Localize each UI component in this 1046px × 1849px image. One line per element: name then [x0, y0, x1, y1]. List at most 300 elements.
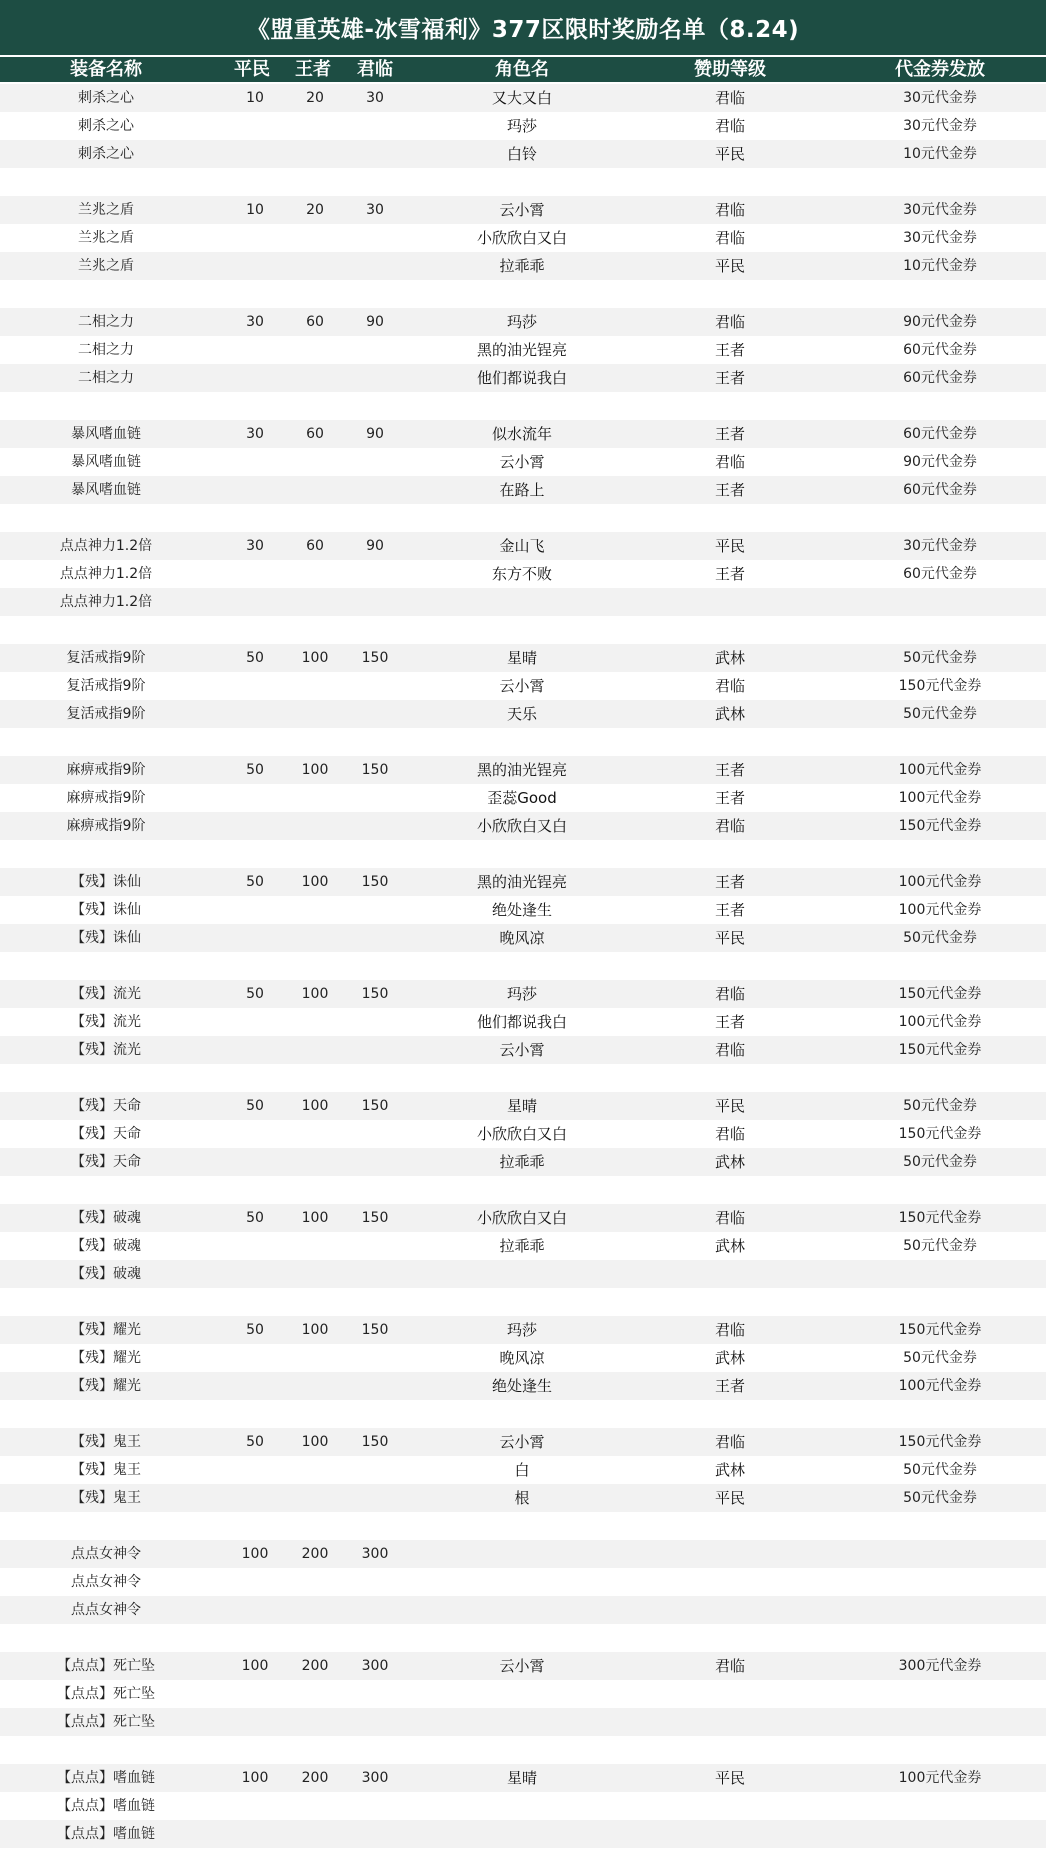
- sponsor-level-cell: [675, 1568, 785, 1596]
- king-price-cell: 200: [301, 1770, 329, 1786]
- king-price-cell: 100: [301, 986, 329, 1002]
- sovereign-price-cell: 300: [361, 1546, 389, 1562]
- header-voucher: 代金券发放: [895, 59, 985, 80]
- commoner-price-cell: [225, 1008, 285, 1036]
- sovereign-price-cell: [345, 1820, 405, 1848]
- king-price-cell: [285, 224, 345, 252]
- role-name-cell: 白铃: [506, 145, 537, 163]
- equip-cell: 【残】天命: [71, 1098, 141, 1114]
- equip-cell: 暴风嗜血链: [71, 426, 141, 442]
- role-name-cell: 小欣欣白又白: [476, 229, 567, 247]
- voucher-cell: 50元代金券: [903, 1154, 977, 1170]
- sovereign-price-cell: 90: [366, 314, 384, 330]
- sponsor-level-cell: [675, 1680, 785, 1708]
- table-row: [0, 252, 1046, 280]
- commoner-price-cell: 50: [246, 650, 264, 666]
- equip-cell: 点点神力1.2倍: [59, 594, 153, 610]
- equip-cell: 刺杀之心: [78, 90, 134, 106]
- sovereign-price-cell: 150: [361, 1322, 389, 1338]
- equip-cell: 【残】天命: [71, 1154, 141, 1170]
- equip-cell: 【残】诛仙: [71, 902, 141, 918]
- sponsor-level-cell: [675, 1596, 785, 1624]
- role-name-cell: 云小霄: [499, 1041, 545, 1059]
- king-price-cell: 200: [301, 1658, 329, 1674]
- role-name-cell: 玛莎: [506, 117, 537, 135]
- role-name-cell: 天乐: [506, 705, 537, 723]
- sponsor-level-cell: 王者: [714, 565, 745, 583]
- king-price-cell: [285, 112, 345, 140]
- header-equip: 装备名称: [70, 59, 142, 80]
- voucher-cell: [870, 1680, 1010, 1708]
- table-row: [0, 1232, 1046, 1260]
- sponsor-level-cell: 平民: [714, 1769, 745, 1787]
- king-price-cell: 100: [301, 762, 329, 778]
- commoner-price-cell: [225, 1596, 285, 1624]
- sponsor-level-cell: 武林: [714, 649, 745, 667]
- voucher-cell: [870, 1540, 1010, 1568]
- sovereign-price-cell: 150: [361, 762, 389, 778]
- sovereign-price-cell: [345, 224, 405, 252]
- equip-cell: 麻痹戒指9阶: [66, 818, 146, 834]
- sponsor-level-cell: 王者: [714, 1013, 745, 1031]
- commoner-price-cell: 50: [246, 874, 264, 890]
- sovereign-price-cell: [345, 700, 405, 728]
- sponsor-level-cell: 武林: [714, 1237, 745, 1255]
- equip-cell: 【残】诛仙: [71, 930, 141, 946]
- header-sovereign: 君临: [357, 59, 393, 80]
- voucher-cell: 100元代金券: [898, 902, 982, 918]
- king-price-cell: [285, 588, 345, 616]
- sovereign-price-cell: [345, 1344, 405, 1372]
- sponsor-level-cell: [675, 1820, 785, 1848]
- king-price-cell: 60: [306, 426, 324, 442]
- commoner-price-cell: 10: [246, 202, 264, 218]
- voucher-cell: 50元代金券: [903, 1490, 977, 1506]
- table-row: [0, 1204, 1046, 1232]
- header-king: 王者: [295, 59, 331, 80]
- commoner-price-cell: [225, 812, 285, 840]
- sovereign-price-cell: [345, 1792, 405, 1820]
- king-price-cell: [285, 1232, 345, 1260]
- voucher-cell: 50元代金券: [903, 1238, 977, 1254]
- role-name-cell: 白: [514, 1461, 530, 1479]
- equip-cell: 【残】耀光: [71, 1350, 141, 1366]
- king-price-cell: [285, 672, 345, 700]
- sponsor-level-cell: 武林: [714, 1461, 745, 1479]
- king-price-cell: [285, 1680, 345, 1708]
- voucher-cell: 50元代金券: [903, 1462, 977, 1478]
- table-row: [0, 1708, 1046, 1736]
- sovereign-price-cell: [345, 812, 405, 840]
- sponsor-level-cell: 君临: [714, 817, 745, 835]
- king-price-cell: 60: [306, 314, 324, 330]
- equip-cell: 二相之力: [78, 342, 134, 358]
- sponsor-level-cell: 君临: [714, 1433, 745, 1451]
- sponsor-level-cell: 君临: [714, 89, 745, 107]
- voucher-cell: 30元代金券: [903, 230, 977, 246]
- commoner-price-cell: [225, 1260, 285, 1288]
- king-price-cell: [285, 812, 345, 840]
- king-price-cell: [285, 896, 345, 924]
- table-row: [0, 1652, 1046, 1680]
- voucher-cell: [870, 1792, 1010, 1820]
- voucher-cell: 10元代金券: [903, 258, 977, 274]
- equip-cell: 【残】鬼王: [71, 1490, 141, 1506]
- commoner-price-cell: [225, 448, 285, 476]
- commoner-price-cell: [225, 476, 285, 504]
- commoner-price-cell: [225, 588, 285, 616]
- table-row: [0, 224, 1046, 252]
- sovereign-price-cell: 150: [361, 1210, 389, 1226]
- king-price-cell: [285, 1484, 345, 1512]
- sovereign-price-cell: [345, 364, 405, 392]
- sponsor-level-cell: 平民: [714, 1097, 745, 1115]
- header-sponsor-level: 赞助等级: [694, 59, 766, 80]
- table-row: [0, 476, 1046, 504]
- king-price-cell: [285, 1008, 345, 1036]
- commoner-price-cell: 100: [241, 1770, 269, 1786]
- sovereign-price-cell: [345, 588, 405, 616]
- equip-cell: 二相之力: [78, 314, 134, 330]
- role-name-cell: [432, 1680, 612, 1708]
- equip-cell: 点点神力1.2倍: [59, 566, 153, 582]
- header-role-name: 角色名: [495, 59, 549, 80]
- table-row: [0, 336, 1046, 364]
- king-price-cell: [285, 1344, 345, 1372]
- king-price-cell: [285, 336, 345, 364]
- king-price-cell: [285, 1456, 345, 1484]
- role-name-cell: 晚风凉: [499, 929, 545, 947]
- sponsor-level-cell: 王者: [714, 481, 745, 499]
- king-price-cell: 100: [301, 1210, 329, 1226]
- king-price-cell: [285, 1568, 345, 1596]
- voucher-cell: 50元代金券: [903, 706, 977, 722]
- king-price-cell: [285, 476, 345, 504]
- sovereign-price-cell: 90: [366, 426, 384, 442]
- king-price-cell: [285, 1792, 345, 1820]
- commoner-price-cell: 50: [246, 1210, 264, 1226]
- king-price-cell: 100: [301, 650, 329, 666]
- role-name-cell: 绝处逢生: [491, 1377, 552, 1395]
- sovereign-price-cell: [345, 476, 405, 504]
- table-row: [0, 1372, 1046, 1400]
- role-name-cell: 拉乖乖: [499, 257, 545, 275]
- table-row: [0, 1036, 1046, 1064]
- commoner-price-cell: [225, 896, 285, 924]
- sovereign-price-cell: [345, 924, 405, 952]
- role-name-cell: [432, 1820, 612, 1848]
- role-name-cell: 晚风凉: [499, 1349, 545, 1367]
- king-price-cell: [285, 1372, 345, 1400]
- role-name-cell: [432, 1260, 612, 1288]
- role-name-cell: 小欣欣白又白: [476, 1125, 567, 1143]
- king-price-cell: 100: [301, 1322, 329, 1338]
- sovereign-price-cell: 150: [361, 1434, 389, 1450]
- table-row: [0, 1484, 1046, 1512]
- sovereign-price-cell: 30: [366, 90, 384, 106]
- voucher-cell: 30元代金券: [903, 202, 977, 218]
- commoner-price-cell: [225, 1120, 285, 1148]
- sponsor-level-cell: 平民: [714, 537, 745, 555]
- commoner-price-cell: [225, 1484, 285, 1512]
- voucher-cell: 50元代金券: [903, 1098, 977, 1114]
- equip-cell: 【残】流光: [71, 1042, 141, 1058]
- equip-cell: 【残】鬼王: [71, 1434, 141, 1450]
- king-price-cell: [285, 1120, 345, 1148]
- king-price-cell: [285, 448, 345, 476]
- equip-cell: 兰兆之盾: [78, 230, 134, 246]
- king-price-cell: [285, 364, 345, 392]
- voucher-cell: 100元代金券: [898, 1770, 982, 1786]
- king-price-cell: 60: [306, 538, 324, 554]
- table-row: [0, 700, 1046, 728]
- sponsor-level-cell: 君临: [714, 1657, 745, 1675]
- king-price-cell: [285, 1708, 345, 1736]
- equip-cell: 刺杀之心: [78, 118, 134, 134]
- commoner-price-cell: [225, 112, 285, 140]
- role-name-cell: 金山飞: [499, 537, 545, 555]
- role-name-cell: [432, 1540, 612, 1568]
- table-row: [0, 1456, 1046, 1484]
- king-price-cell: 20: [306, 90, 324, 106]
- voucher-cell: 90元代金券: [903, 454, 977, 470]
- role-name-cell: 黑的油光锃亮: [476, 761, 567, 779]
- sovereign-price-cell: [345, 1708, 405, 1736]
- table-row: [0, 812, 1046, 840]
- king-price-cell: 100: [301, 1434, 329, 1450]
- commoner-price-cell: 50: [246, 1434, 264, 1450]
- equip-cell: 【残】破魂: [71, 1238, 141, 1254]
- voucher-cell: 60元代金券: [903, 370, 977, 386]
- commoner-price-cell: [225, 784, 285, 812]
- sponsor-level-cell: 君临: [714, 229, 745, 247]
- sovereign-price-cell: [345, 1036, 405, 1064]
- voucher-cell: 100元代金券: [898, 790, 982, 806]
- sponsor-level-cell: 君临: [714, 313, 745, 331]
- equip-cell: 兰兆之盾: [78, 202, 134, 218]
- table-row: [0, 1148, 1046, 1176]
- commoner-price-cell: [225, 1344, 285, 1372]
- commoner-price-cell: 50: [246, 986, 264, 1002]
- equip-cell: 【残】流光: [71, 986, 141, 1002]
- sponsor-level-cell: 君临: [714, 677, 745, 695]
- king-price-cell: 20: [306, 202, 324, 218]
- sponsor-level-cell: 君临: [714, 985, 745, 1003]
- equip-cell: 【残】耀光: [71, 1378, 141, 1394]
- table-row: [0, 420, 1046, 448]
- voucher-cell: 60元代金券: [903, 426, 977, 442]
- sponsor-level-cell: 王者: [714, 425, 745, 443]
- equip-cell: 点点女神令: [71, 1574, 141, 1590]
- sovereign-price-cell: [345, 336, 405, 364]
- role-name-cell: 黑的油光锃亮: [476, 873, 567, 891]
- table-row: [0, 1540, 1046, 1568]
- sovereign-price-cell: [345, 252, 405, 280]
- sovereign-price-cell: [345, 560, 405, 588]
- commoner-price-cell: 100: [241, 1658, 269, 1674]
- voucher-cell: 150元代金券: [898, 1434, 982, 1450]
- sponsor-level-cell: [675, 1260, 785, 1288]
- commoner-price-cell: [225, 1148, 285, 1176]
- sovereign-price-cell: [345, 1568, 405, 1596]
- commoner-price-cell: [225, 1680, 285, 1708]
- equip-cell: 【残】鬼王: [71, 1462, 141, 1478]
- voucher-cell: 30元代金券: [903, 118, 977, 134]
- sovereign-price-cell: 30: [366, 202, 384, 218]
- voucher-cell: 60元代金券: [903, 566, 977, 582]
- table-row: [0, 196, 1046, 224]
- voucher-cell: 100元代金券: [898, 762, 982, 778]
- role-name-cell: 小欣欣白又白: [476, 1209, 567, 1227]
- role-name-cell: [432, 588, 612, 616]
- role-name-cell: [432, 1596, 612, 1624]
- sponsor-level-cell: 王者: [714, 873, 745, 891]
- voucher-cell: 50元代金券: [903, 1350, 977, 1366]
- commoner-price-cell: [225, 252, 285, 280]
- equip-cell: 麻痹戒指9阶: [66, 790, 146, 806]
- king-price-cell: [285, 252, 345, 280]
- voucher-cell: 90元代金券: [903, 314, 977, 330]
- commoner-price-cell: [225, 1372, 285, 1400]
- table-row: [0, 1120, 1046, 1148]
- voucher-cell: 150元代金券: [898, 818, 982, 834]
- sponsor-level-cell: 武林: [714, 705, 745, 723]
- voucher-cell: 50元代金券: [903, 650, 977, 666]
- table-row: [0, 868, 1046, 896]
- commoner-price-cell: [225, 1708, 285, 1736]
- role-name-cell: 云小霄: [499, 453, 545, 471]
- king-price-cell: 100: [301, 1098, 329, 1114]
- equip-cell: 兰兆之盾: [78, 258, 134, 274]
- commoner-price-cell: [225, 700, 285, 728]
- voucher-cell: 30元代金券: [903, 90, 977, 106]
- sponsor-level-cell: 平民: [714, 1489, 745, 1507]
- equip-cell: 【点点】死亡坠: [57, 1714, 155, 1730]
- role-name-cell: 拉乖乖: [499, 1237, 545, 1255]
- sovereign-price-cell: 300: [361, 1770, 389, 1786]
- commoner-price-cell: [225, 924, 285, 952]
- sponsor-level-cell: [675, 1792, 785, 1820]
- table-row: [0, 1764, 1046, 1792]
- sovereign-price-cell: [345, 672, 405, 700]
- king-price-cell: [285, 140, 345, 168]
- role-name-cell: 又大又白: [491, 89, 552, 107]
- table-row: [0, 308, 1046, 336]
- sovereign-price-cell: [345, 1008, 405, 1036]
- king-price-cell: [285, 924, 345, 952]
- role-name-cell: 玛莎: [506, 313, 537, 331]
- voucher-cell: [870, 588, 1010, 616]
- role-name-cell: 他们都说我白: [476, 369, 567, 387]
- sovereign-price-cell: 150: [361, 1098, 389, 1114]
- sovereign-price-cell: [345, 1596, 405, 1624]
- role-name-cell: [432, 1792, 612, 1820]
- commoner-price-cell: [225, 224, 285, 252]
- role-name-cell: 星晴: [506, 1097, 537, 1115]
- equip-cell: 复活戒指9阶: [66, 650, 146, 666]
- voucher-cell: 300元代金券: [898, 1658, 982, 1674]
- table-row: [0, 1260, 1046, 1288]
- table-row: [0, 112, 1046, 140]
- king-price-cell: [285, 1820, 345, 1848]
- voucher-cell: 150元代金券: [898, 986, 982, 1002]
- sovereign-price-cell: [345, 1372, 405, 1400]
- voucher-cell: [870, 1596, 1010, 1624]
- voucher-cell: [870, 1820, 1010, 1848]
- sovereign-price-cell: [345, 1232, 405, 1260]
- role-name-cell: [432, 1568, 612, 1596]
- voucher-cell: 150元代金券: [898, 1042, 982, 1058]
- sovereign-price-cell: [345, 1148, 405, 1176]
- king-price-cell: [285, 784, 345, 812]
- sovereign-price-cell: [345, 1680, 405, 1708]
- sponsor-level-cell: 君临: [714, 201, 745, 219]
- equip-cell: 【点点】嗜血链: [57, 1770, 155, 1786]
- table-row: [0, 1596, 1046, 1624]
- table-row: [0, 1344, 1046, 1372]
- voucher-cell: 60元代金券: [903, 342, 977, 358]
- commoner-price-cell: 50: [246, 762, 264, 778]
- equip-cell: 【残】诛仙: [71, 874, 141, 890]
- sponsor-level-cell: 君临: [714, 1209, 745, 1227]
- sponsor-level-cell: 君临: [714, 1125, 745, 1143]
- sovereign-price-cell: [345, 1484, 405, 1512]
- sponsor-level-cell: 王者: [714, 1377, 745, 1395]
- table-row: [0, 1092, 1046, 1120]
- role-name-cell: 拉乖乖: [499, 1153, 545, 1171]
- equip-cell: 【点点】嗜血链: [57, 1798, 155, 1814]
- equip-cell: 【残】耀光: [71, 1322, 141, 1338]
- king-price-cell: [285, 1036, 345, 1064]
- role-name-cell: 星晴: [506, 1769, 537, 1787]
- commoner-price-cell: 50: [246, 1098, 264, 1114]
- voucher-cell: 100元代金券: [898, 1014, 982, 1030]
- sponsor-level-cell: 平民: [714, 257, 745, 275]
- table-row: [0, 756, 1046, 784]
- equip-cell: 点点神力1.2倍: [59, 538, 153, 554]
- equip-cell: 刺杀之心: [78, 146, 134, 162]
- table-row: [0, 588, 1046, 616]
- table-row: [0, 364, 1046, 392]
- equip-cell: 【点点】嗜血链: [57, 1826, 155, 1842]
- voucher-cell: 30元代金券: [903, 538, 977, 554]
- sponsor-level-cell: 王者: [714, 369, 745, 387]
- sponsor-level-cell: 王者: [714, 341, 745, 359]
- equip-cell: 复活戒指9阶: [66, 678, 146, 694]
- sponsor-level-cell: 王者: [714, 789, 745, 807]
- voucher-cell: 150元代金券: [898, 678, 982, 694]
- commoner-price-cell: [225, 140, 285, 168]
- king-price-cell: [285, 1260, 345, 1288]
- commoner-price-cell: [225, 1456, 285, 1484]
- column-header-row: [0, 57, 1046, 82]
- sponsor-level-cell: [675, 1540, 785, 1568]
- table-row: [0, 1820, 1046, 1848]
- sponsor-level-cell: 君临: [714, 1041, 745, 1059]
- role-name-cell: 星晴: [506, 649, 537, 667]
- voucher-cell: [870, 1260, 1010, 1288]
- voucher-cell: 100元代金券: [898, 1378, 982, 1394]
- table-row: [0, 1792, 1046, 1820]
- sponsor-level-cell: 王者: [714, 761, 745, 779]
- table-row: [0, 140, 1046, 168]
- sponsor-level-cell: 君临: [714, 453, 745, 471]
- commoner-price-cell: [225, 364, 285, 392]
- sovereign-price-cell: [345, 784, 405, 812]
- sovereign-price-cell: [345, 112, 405, 140]
- sponsor-level-cell: 君临: [714, 1321, 745, 1339]
- role-name-cell: 云小霄: [499, 1657, 545, 1675]
